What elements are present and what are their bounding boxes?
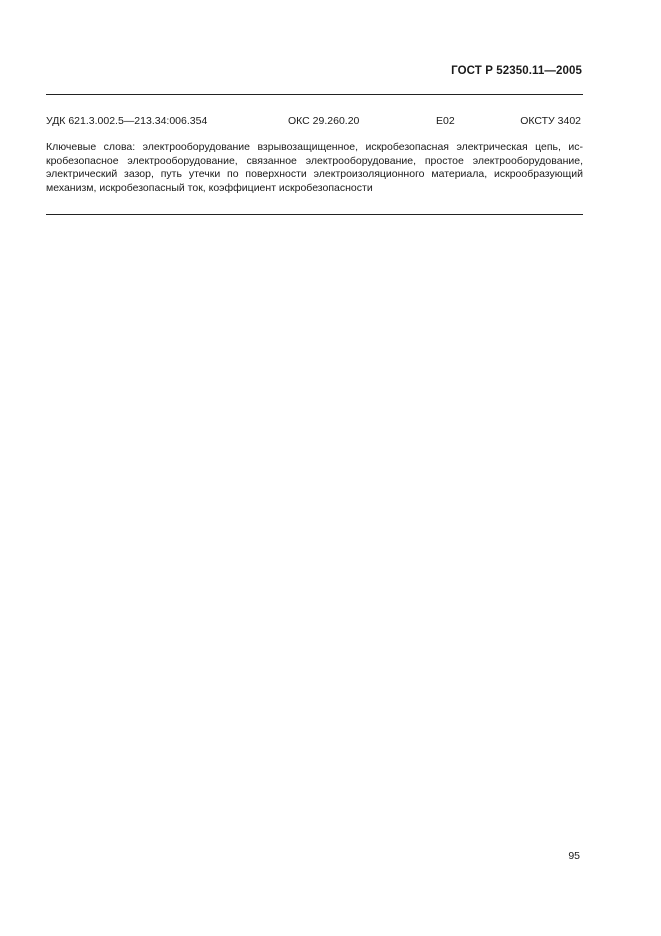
top-divider — [46, 94, 583, 95]
udk-code: УДК 621.3.002.5—213.34:006.354 — [46, 115, 208, 127]
classification-row — [46, 115, 581, 129]
okstu-code: ОКСТУ 3402 — [520, 115, 581, 127]
oks-code: ОКС 29.260.20 — [288, 115, 360, 127]
group-code: Е02 — [436, 115, 455, 127]
keywords-block — [46, 141, 583, 195]
page-number: 95 — [568, 850, 580, 862]
keywords-line: механизм, искробезопасный ток, коэффициент искробезопасности — [46, 181, 373, 194]
bottom-divider — [46, 214, 583, 215]
keywords-line: Ключевые слова: электрооборудование взрывозащищенное, искробезопасная электрическая цепь, ис- — [46, 141, 583, 153]
standard-code-header: ГОСТ Р 52350.11—2005 — [451, 65, 582, 77]
keywords-line: кробезопасное электрооборудование, связанное электрооборудование, простое электрооборудование, — [46, 154, 583, 167]
keywords-line: электрический зазор, путь утечки по поверхности электроизоляционного материала, искрообразующий — [46, 168, 583, 180]
